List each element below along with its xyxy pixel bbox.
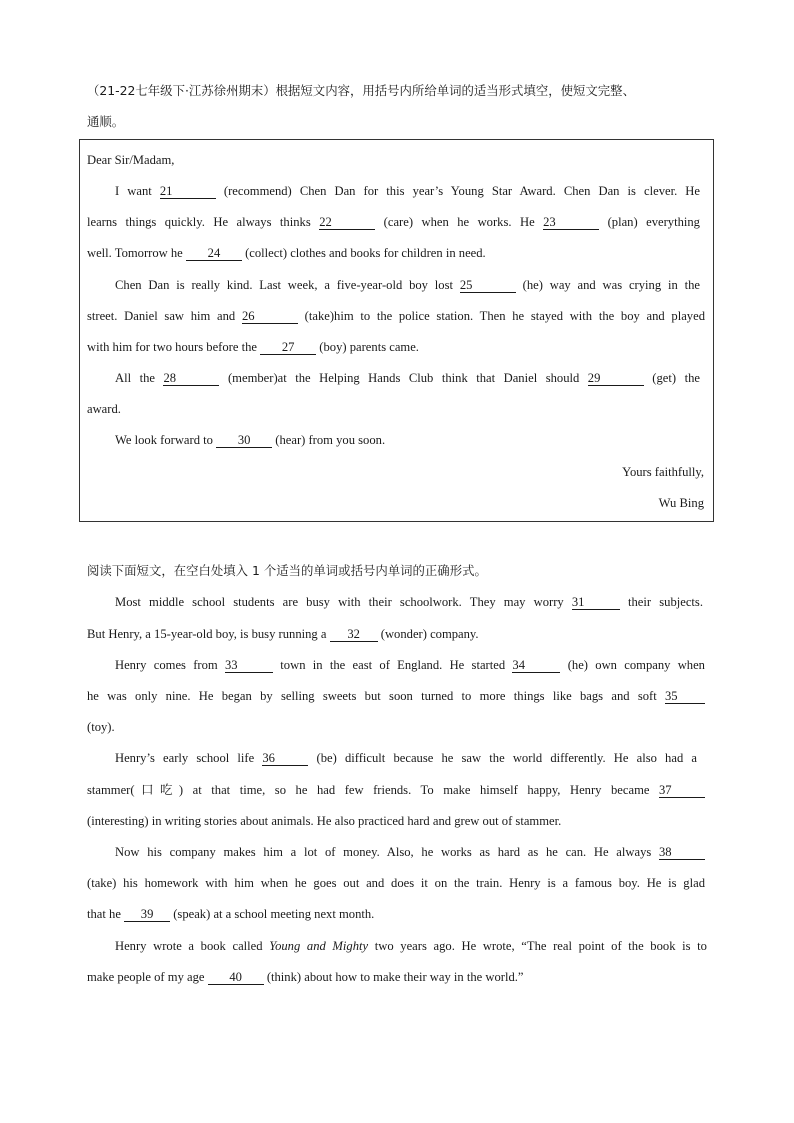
text: (be) difficult because he saw the world differently. He also had a <box>316 751 697 765</box>
blank-36[interactable]: 36 <box>262 752 308 766</box>
blank-40[interactable]: 40 <box>208 971 264 985</box>
text: their subjects. <box>628 595 703 609</box>
text: (plan) everything <box>607 215 700 229</box>
text: (take)him to the police station. Then he stayed with the boy and played <box>304 309 705 323</box>
letter-p1-line2 <box>87 214 700 230</box>
text: Henry comes from <box>115 658 218 672</box>
letter-p2-line2 <box>87 308 705 324</box>
letter-p2-line1 <box>115 277 700 293</box>
letter-p4 <box>115 432 385 448</box>
passage-p4-line1 <box>115 844 705 860</box>
passage-p3-line1 <box>115 750 697 766</box>
letter-p3-line1 <box>115 370 700 386</box>
blank-24[interactable]: 24 <box>186 247 242 261</box>
blank-29[interactable]: 29 <box>588 372 644 386</box>
blank-26[interactable]: 26 <box>242 310 298 324</box>
text: (boy) parents came. <box>319 340 419 354</box>
text: learns things quickly. He always thinks <box>87 215 311 229</box>
blank-23[interactable]: 23 <box>543 216 599 230</box>
blank-28[interactable]: 28 <box>163 372 219 386</box>
passage-p2-line1 <box>115 657 705 673</box>
text: (recommend) Chen Dan for this year’s Young Star Award. Chen Dan is clever. He <box>223 184 700 198</box>
text: (hear) from you soon. <box>275 433 386 447</box>
blank-39[interactable]: 39 <box>124 908 170 922</box>
letter-p1-line3 <box>87 245 486 261</box>
text: (member)at the Helping Hands Club think that Daniel should <box>227 371 580 385</box>
text: make people of my age <box>87 970 205 984</box>
text: (collect) clothes and books for children in need. <box>245 246 486 260</box>
book-title: Young and Mighty <box>269 939 369 953</box>
text: with him for two hours before the <box>87 340 257 354</box>
letter-p3-line2: award. <box>87 402 121 416</box>
section2-instruction: 阅读下面短文，在空白处填入 1 个适当的单词或括号内单词的正确形式。 <box>87 563 487 578</box>
blank-30[interactable]: 30 <box>216 434 272 448</box>
text: Chen Dan is really kind. Last week, a five-year-old boy lost <box>115 278 453 292</box>
text: town in the east of England. He started <box>280 658 506 672</box>
text: All the <box>115 371 155 385</box>
passage-p2-line2 <box>87 688 705 704</box>
text: well. Tomorrow he <box>87 246 183 260</box>
letter-p1-line1 <box>115 183 700 199</box>
passage-p3-line2 <box>87 782 705 798</box>
text: that he <box>87 907 121 921</box>
text: (he) way and was crying in the <box>522 278 700 292</box>
text: street. Daniel saw him and <box>87 309 236 323</box>
passage-p5-line2 <box>87 969 524 985</box>
passage-p3-line3: (interesting) in writing stories about animals. He also practiced hard and grew out of stammer. <box>87 814 562 828</box>
text: But Henry, a 15-year-old boy, is busy running a <box>87 627 327 641</box>
blank-25[interactable]: 25 <box>460 279 516 293</box>
letter-closing: Yours faithfully, <box>622 465 704 479</box>
section1-instruction-line1: （21-22七年级下·江苏徐州期末）根据短文内容，用括号内所给单词的适当形式填空，使短文完整、 <box>87 83 635 98</box>
blank-37[interactable]: 37 <box>659 784 705 798</box>
passage-p1-line2 <box>87 626 479 642</box>
text: Now his company makes him a lot of money. Also, he works as hard as he can. He always <box>115 845 652 859</box>
text: Henry wrote a book called <box>115 939 263 953</box>
text: (get) the <box>652 371 700 385</box>
salutation: Dear Sir/Madam, <box>87 153 175 167</box>
passage-p4-line3 <box>87 906 374 922</box>
text: two years ago. He wrote, “The real point of the book is to <box>374 939 707 953</box>
text: We look forward to <box>115 433 213 447</box>
passage-p4-line2: (take) his homework with him when he goes out and does it on the train. Henry is a famous boy. He is glad <box>87 876 705 890</box>
text: Henry’s early school life <box>115 751 255 765</box>
section1-instruction-line2: 通顺。 <box>87 114 125 129</box>
passage-p2-line3: (toy). <box>87 720 115 734</box>
text: (speak) at a school meeting next month. <box>173 907 375 921</box>
blank-27[interactable]: 27 <box>260 341 316 355</box>
blank-31[interactable]: 31 <box>572 596 620 610</box>
blank-35[interactable]: 35 <box>665 690 705 704</box>
letter-signature: Wu Bing <box>658 496 704 510</box>
text: he was only nine. He began by selling sweets but soon turned to more things like bags and soft <box>87 689 657 703</box>
text: Most middle school students are busy with their schoolwork. They may worry <box>115 595 564 609</box>
text: stammer(口吃) at that time, so he had few friends. To make himself happy, Henry became <box>87 783 650 797</box>
blank-22[interactable]: 22 <box>319 216 375 230</box>
blank-34[interactable]: 34 <box>512 659 560 673</box>
text: (wonder) company. <box>380 627 479 641</box>
text: (think) about how to make their way in the world.” <box>266 970 524 984</box>
letter-p2-line3 <box>87 339 419 355</box>
text: (he) own company when <box>567 658 705 672</box>
passage-p5-line1 <box>115 938 707 954</box>
text: (care) when he works. He <box>383 215 535 229</box>
blank-32[interactable]: 32 <box>330 628 378 642</box>
blank-38[interactable]: 38 <box>659 846 705 860</box>
text: I want <box>115 184 152 198</box>
blank-21[interactable]: 21 <box>160 185 216 199</box>
passage-p1-line1 <box>115 594 703 610</box>
blank-33[interactable]: 33 <box>225 659 273 673</box>
